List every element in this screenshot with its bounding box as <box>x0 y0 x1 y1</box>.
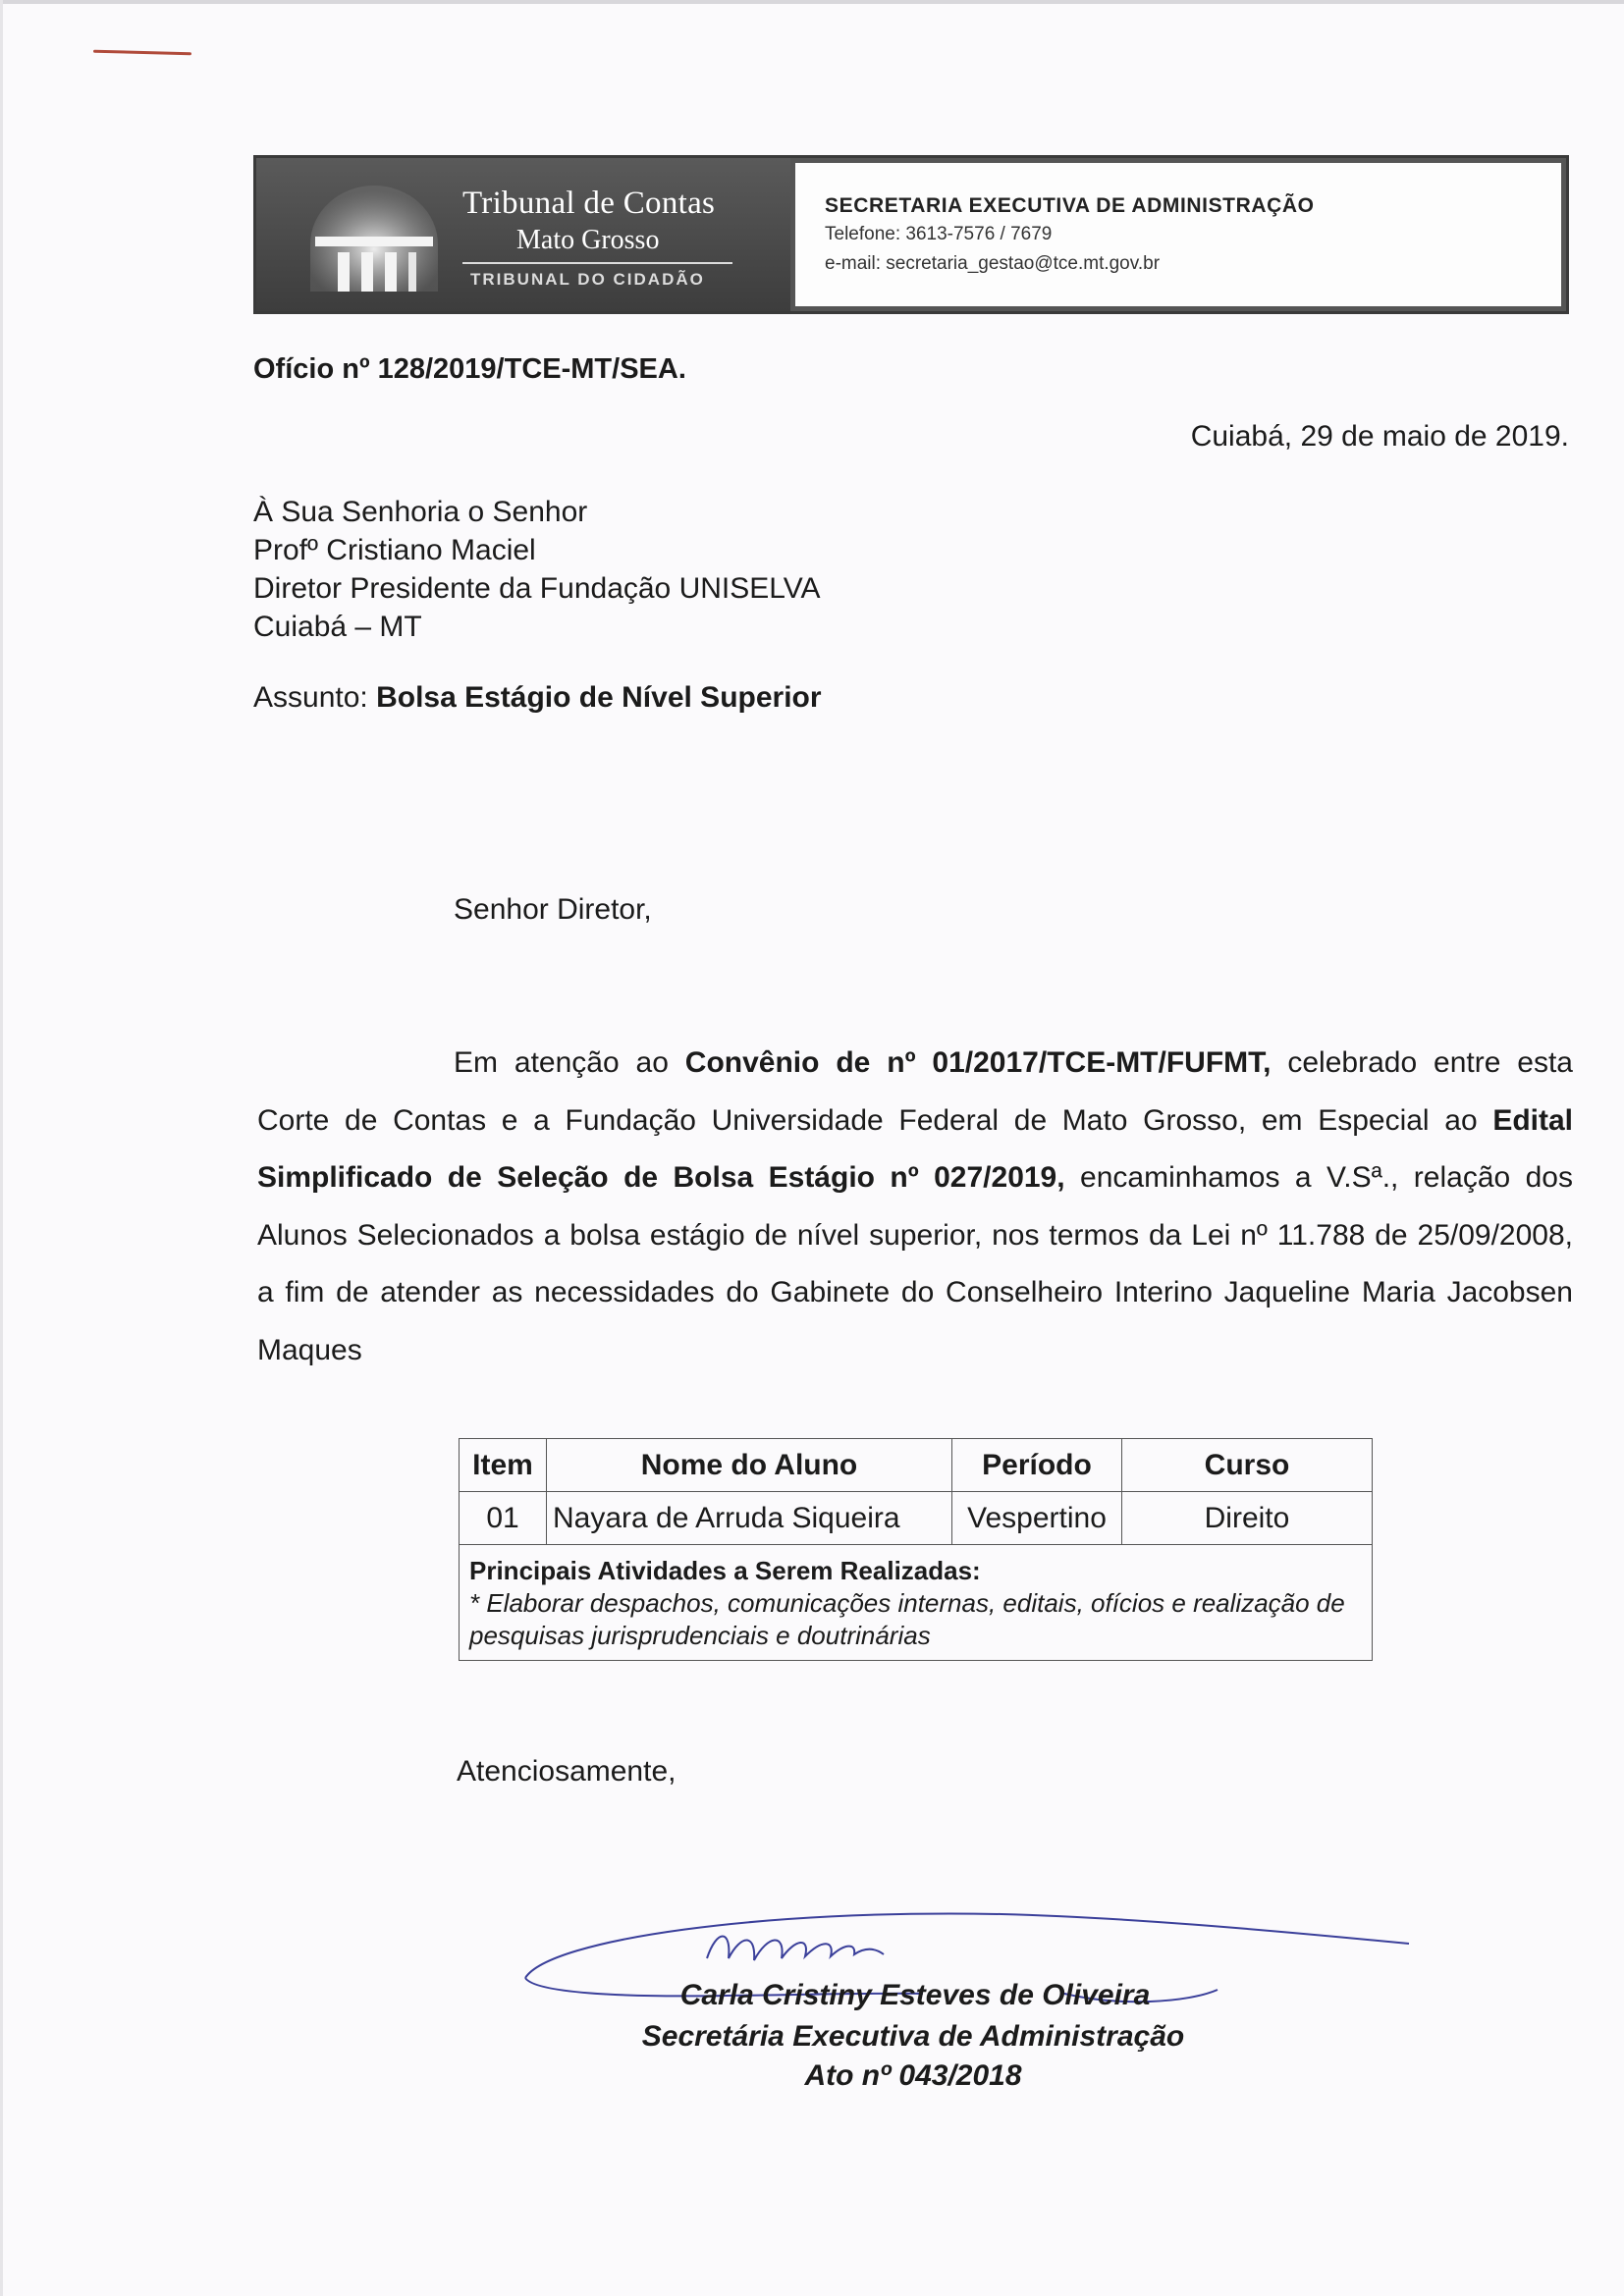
closing: Atenciosamente, <box>457 1755 677 1788</box>
column-header: Período <box>952 1439 1122 1492</box>
logo-tagline: TRIBUNAL DO CIDADÃO <box>470 270 705 289</box>
item-cell: 01 <box>460 1492 547 1545</box>
subject-label: Assunto: <box>253 681 368 714</box>
course-cell: Direito <box>1122 1492 1373 1545</box>
table-header-row <box>460 1439 1373 1492</box>
scan-edge-top <box>0 0 1624 4</box>
department-contact <box>795 163 1561 306</box>
subject-line <box>253 681 822 715</box>
column-header: Item <box>460 1439 547 1492</box>
logo-divider <box>462 262 732 264</box>
table-row <box>460 1492 1373 1545</box>
column-header: Curso <box>1122 1439 1373 1492</box>
logo-state-name: Mato Grosso <box>516 225 660 255</box>
activities-description: * Elaborar despachos, comunicações internas, editais, ofícios e realização de pesquisas jurisprudenciais e doutrinárias <box>469 1588 1345 1650</box>
body-text-segment: celebrado entre esta Corte de Contas e a Fundação Universidade Federal de Mato Grosso, em Especial ao <box>257 1046 1573 1137</box>
letter-body <box>257 1035 1573 1379</box>
activities-row <box>460 1545 1373 1661</box>
logo-institution-name: Tribunal de Contas <box>462 186 716 221</box>
department-email: e-mail: secretaria_gestao@tce.mt.gov.br <box>825 253 1161 274</box>
place-date: Cuiabá, 29 de maio de 2019. <box>1190 420 1569 453</box>
signer-role: Secretária Executiva de Administração <box>641 2020 1185 2053</box>
salutation: Senhor Diretor, <box>454 893 652 926</box>
court-building-icon <box>300 176 448 292</box>
letterhead <box>253 155 1569 314</box>
office-number: Ofício nº 128/2019/TCE-MT/SEA. <box>253 353 686 385</box>
body-text-segment: Em atenção ao <box>454 1046 685 1079</box>
addressee-block <box>253 493 821 646</box>
column-header: Nome do Aluno <box>547 1439 952 1492</box>
margin-pen-mark <box>93 50 191 56</box>
activities-title: Principais Atividades a Serem Realizadas: <box>469 1556 981 1585</box>
activities-cell <box>460 1545 1373 1661</box>
addressee-line: À Sua Senhoria o Senhor <box>253 496 588 528</box>
department-name: SECRETARIA EXECUTIVA DE ADMINISTRAÇÃO <box>825 194 1315 217</box>
addressee-line: Diretor Presidente da Fundação UNISELVA <box>253 572 821 605</box>
department-phone: Telefone: 3613-7576 / 7679 <box>825 224 1053 244</box>
selected-students-table <box>459 1438 1373 1661</box>
signer-act: Ato nº 043/2018 <box>804 2059 1022 2092</box>
period-cell: Vespertino <box>952 1492 1122 1545</box>
student-name-cell: Nayara de Arruda Siqueira <box>547 1492 952 1545</box>
agreement-reference: Convênio de nº 01/2017/TCE-MT/FUFMT, <box>684 1046 1272 1079</box>
court-logo <box>256 158 790 311</box>
addressee-line: Cuiabá – MT <box>253 611 422 643</box>
scan-edge-left <box>0 0 3 2296</box>
notice-reference: Edital Simplificado de Seleção de Bolsa Estágio nº 027/2019, <box>257 1103 1573 1194</box>
body-text-segment: encaminhamos a V.Sª., relação dos Alunos Selecionados a bolsa estágio de nível superior, nos termos da Lei nº 11.788 de 25/09/2008, a fim de atender as necessidades do Gabinete do Conselheiro Interino Jaqueline Maria Jacobsen Maques <box>257 1161 1573 1366</box>
addressee-line: Profº Cristiano Maciel <box>253 534 536 566</box>
signer-name: Carla Cristiny Esteves de Oliveira <box>679 1979 1151 2011</box>
subject-text: Bolsa Estágio de Nível Superior <box>376 681 822 714</box>
